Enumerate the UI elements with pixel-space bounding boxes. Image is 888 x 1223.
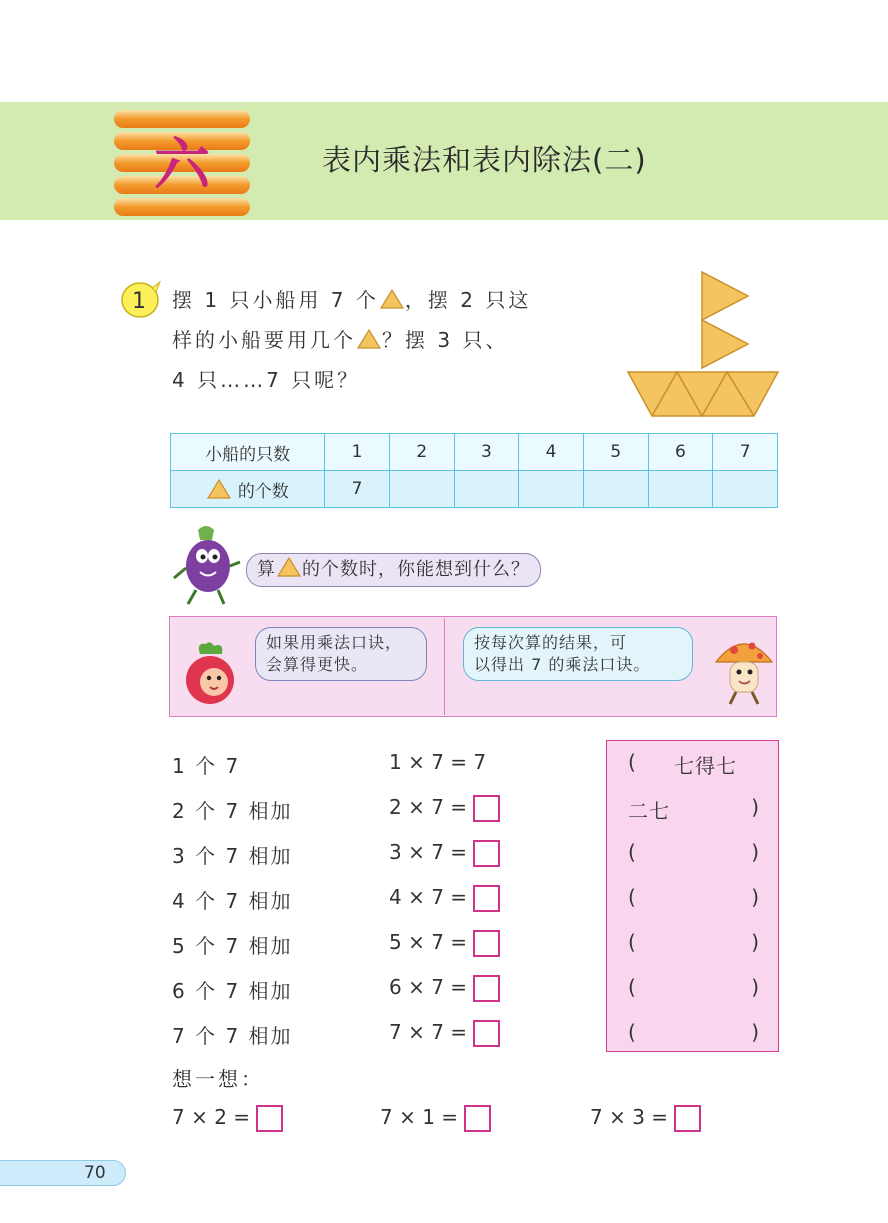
- table-answer-cell[interactable]: [519, 471, 584, 508]
- chapter-title: 表内乘法和表内除法(二): [322, 143, 647, 177]
- paren-close: ): [751, 930, 760, 954]
- exercise-expression: 6 × 7 =: [389, 975, 468, 999]
- table-cell: 4: [519, 434, 584, 471]
- paren-close: ): [751, 1020, 760, 1044]
- table-cell: 2: [389, 434, 454, 471]
- table-cell: 7: [713, 434, 778, 471]
- speech-left-line-1: 如果用乘法口诀，: [266, 633, 403, 652]
- dialog-divider: [444, 618, 445, 715]
- think-expression: 7 × 1 =: [380, 1105, 459, 1129]
- exercise-row: [389, 975, 500, 1002]
- radish-character-icon: [178, 640, 242, 708]
- exercise-answer: 7: [473, 750, 487, 774]
- paren-open: (: [628, 750, 637, 774]
- table-answer-cell[interactable]: [389, 471, 454, 508]
- think-item: [380, 1105, 491, 1132]
- exercise-words: 7 个 7 相加: [172, 1024, 293, 1048]
- problem-line-2: [172, 324, 508, 353]
- question-bubble: [246, 553, 541, 587]
- problem-number: 1: [132, 289, 146, 314]
- problem-line-1: [172, 284, 531, 313]
- exercise-words: 1 个 7: [172, 754, 241, 778]
- table-row-label-triangles: [171, 471, 325, 508]
- paren-close: ): [751, 975, 760, 999]
- table-cell: 6: [648, 434, 713, 471]
- answer-box[interactable]: [464, 1105, 491, 1132]
- speech-left-line-2: 会算得更快。: [266, 655, 369, 674]
- think-item: [172, 1105, 283, 1132]
- exercise-words: 5 个 7 相加: [172, 934, 293, 958]
- triangle-icon: [356, 328, 382, 350]
- paren-open: (: [628, 975, 637, 999]
- table-answer-cell[interactable]: [454, 471, 519, 508]
- exercise-words: 3 个 7 相加: [172, 844, 293, 868]
- chapter-number: 六: [154, 133, 210, 198]
- exercise-expression: 4 × 7 =: [389, 885, 468, 909]
- rhyme-text: 二七: [628, 799, 670, 823]
- exercise-expression: 3 × 7 =: [389, 840, 468, 864]
- exercise-row: [389, 750, 486, 774]
- speech-right-line-2: 以得出 7 的乘法口诀。: [474, 655, 651, 674]
- think-expression: 7 × 3 =: [590, 1105, 669, 1129]
- problem-line-1b: ，摆 2 只这: [404, 288, 532, 312]
- table-cell: 5: [583, 434, 648, 471]
- answer-box[interactable]: [473, 930, 500, 957]
- exercise-expression: 2 × 7 =: [389, 795, 468, 819]
- exercise-expression: 7 × 7 =: [389, 1020, 468, 1044]
- triangle-boat-illustration: [624, 268, 784, 420]
- exercise-row: [389, 840, 500, 867]
- problem-line-3: 4 只……7 只呢？: [172, 368, 361, 392]
- boat-triangle-table: [170, 433, 778, 508]
- exercise-row: [389, 795, 500, 822]
- speech-right-line-1: 按每次算的结果，可: [474, 633, 628, 652]
- chapter-badge: [112, 108, 252, 218]
- problem-line-2b: ？摆 3 只、: [382, 328, 509, 352]
- paren-open: (: [628, 840, 637, 864]
- table-cell: 1: [325, 434, 390, 471]
- page-number-tab: [0, 1160, 126, 1186]
- problem-line-1a: 摆 1 只小船用 7 个: [172, 288, 379, 312]
- table-answer-cell[interactable]: [648, 471, 713, 508]
- think-expression: 7 × 2 =: [172, 1105, 251, 1129]
- table-answer-cell[interactable]: [583, 471, 648, 508]
- table-cell: 3: [454, 434, 519, 471]
- table-row-label-text: 的个数: [237, 481, 289, 502]
- exercise-row: [389, 885, 500, 912]
- exercise-words: 2 个 7 相加: [172, 799, 293, 823]
- table-answer-cell[interactable]: 7: [325, 471, 390, 508]
- paren-close: ): [751, 840, 760, 864]
- think-item: [590, 1105, 701, 1132]
- paren-close: ): [751, 885, 760, 909]
- answer-box[interactable]: [473, 975, 500, 1002]
- table-row-label-boats: 小船的只数: [171, 434, 325, 471]
- triangle-icon: [379, 288, 405, 310]
- eggplant-character-icon: [168, 522, 244, 608]
- answer-box[interactable]: [256, 1105, 283, 1132]
- answer-box[interactable]: [674, 1105, 701, 1132]
- paren-close: ): [751, 795, 760, 819]
- exercise-row: [389, 1020, 500, 1047]
- question-text-a: 算: [257, 559, 276, 580]
- exercise-expression: 5 × 7 =: [389, 930, 468, 954]
- speech-bubble-right: [463, 627, 693, 681]
- answer-box[interactable]: [473, 885, 500, 912]
- speech-bubble-left: [255, 627, 427, 681]
- answer-box[interactable]: [473, 1020, 500, 1047]
- answer-box[interactable]: [473, 795, 500, 822]
- think-label: 想一想：: [172, 1067, 264, 1091]
- mushroom-character-icon: [712, 632, 776, 708]
- exercise-words: 4 个 7 相加: [172, 889, 293, 913]
- table-answer-cell[interactable]: [713, 471, 778, 508]
- paren-open: (: [628, 885, 637, 909]
- page-number: 70: [84, 1163, 106, 1183]
- exercise-row: [389, 930, 500, 957]
- paren-open: (: [628, 1020, 637, 1044]
- exercise-words: 6 个 7 相加: [172, 979, 293, 1003]
- answer-box[interactable]: [473, 840, 500, 867]
- exercise-expression: 1 × 7 =: [389, 750, 468, 774]
- triangle-icon: [276, 556, 302, 578]
- paren-open: (: [628, 930, 637, 954]
- question-text-b: 的个数时，你能想到什么？: [302, 559, 530, 580]
- problem-number-badge: [118, 280, 162, 320]
- problem-line-2a: 样的小船要用几个: [172, 328, 356, 352]
- triangle-icon: [206, 478, 232, 500]
- rhyme-text: 七得七: [674, 754, 737, 778]
